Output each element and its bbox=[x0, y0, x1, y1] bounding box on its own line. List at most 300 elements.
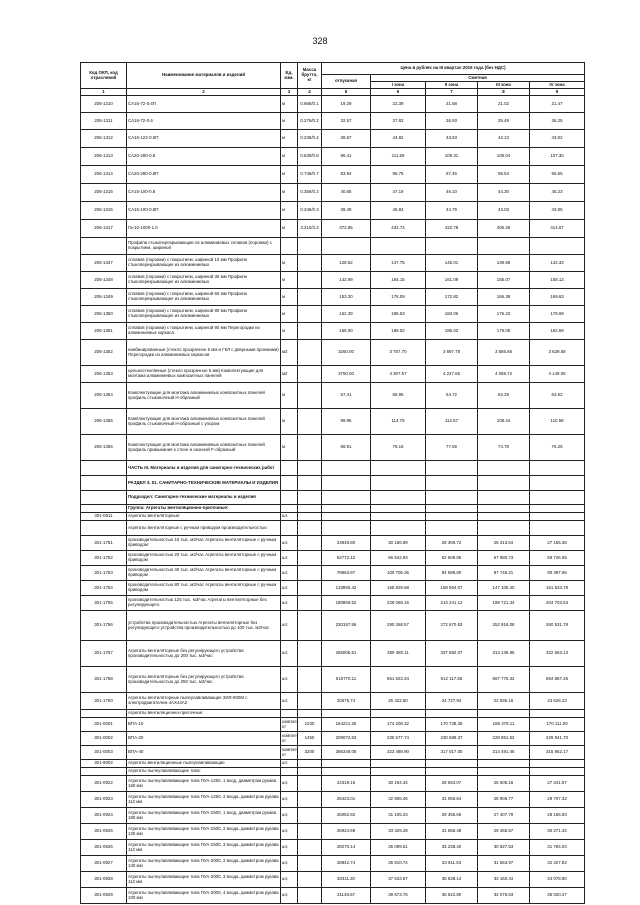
price-release: 52772.12 bbox=[322, 551, 371, 566]
column-index: 1 bbox=[81, 89, 127, 96]
price-zone-4: 158.12 bbox=[530, 272, 585, 289]
price-release: 24319.15 bbox=[322, 776, 371, 792]
table-body bbox=[81, 96, 585, 904]
item-mass bbox=[298, 255, 322, 272]
item-code: 301-1760 bbox=[81, 693, 127, 710]
item-name: цельностеклянные (стекло прозрачное 5 мм) Комплектующие для монтажа алюминиевых композитных панелей bbox=[127, 366, 281, 383]
price-zone-1: 65.95 bbox=[371, 383, 426, 409]
price-zone-4: 32 427.82 bbox=[530, 856, 585, 872]
price-release: 40.65 bbox=[322, 184, 371, 202]
price-zone-2: 31 066.64 bbox=[426, 792, 478, 808]
price-zone-1: 235 577.74 bbox=[371, 732, 426, 746]
item-mass: 0.236/0.2 bbox=[298, 130, 322, 148]
item-name: производительностью 20 тыс. м3/час Агрегаты вентиляторные с ручным приводом bbox=[127, 551, 281, 566]
item-name: сплавов (порожки) с покрытием, шириной 90 мм Перегородки из алюминиевых каркаса bbox=[127, 323, 281, 340]
price-zone-1: 38 673.76 bbox=[371, 888, 426, 904]
price-zone-3: 87 746.21 bbox=[478, 566, 530, 581]
price-zone-2: 36 622.80 bbox=[426, 888, 478, 904]
table-row bbox=[81, 760, 585, 768]
item-code bbox=[81, 238, 127, 255]
item-mass bbox=[298, 856, 322, 872]
column-index: 8 bbox=[478, 89, 530, 96]
price-zone-4: 414.67 bbox=[530, 220, 585, 238]
price-zone-2: 46.10 bbox=[426, 184, 478, 202]
empty-cell bbox=[281, 461, 298, 476]
empty-cell bbox=[298, 505, 322, 513]
price-release: 128.62 bbox=[322, 255, 371, 272]
item-unit: шт. bbox=[281, 551, 298, 566]
empty-cell bbox=[426, 461, 478, 476]
item-code: 206-1312 bbox=[81, 130, 127, 148]
item-name: Агрегаты пылеулавливающие типа ПУА-2000, 3 входа, диаметром рукава 112 мм bbox=[127, 872, 281, 888]
item-name: производительностью 80 тыс. м3/час Агрегаты вентиляторные с ручным приводом bbox=[127, 581, 281, 596]
item-code: 206-1316 bbox=[81, 202, 127, 220]
price-zone-3: 35.49 bbox=[478, 113, 530, 130]
item-code bbox=[81, 710, 127, 718]
empty-cell bbox=[478, 505, 530, 513]
item-name: Комплектующие для монтажа алюминиевых композитных панелей профиль стыковочный Н-образный с упором bbox=[127, 409, 281, 435]
item-unit: м2 bbox=[281, 340, 298, 366]
item-unit: шт. bbox=[281, 808, 298, 824]
item-code: 206-1310 bbox=[81, 96, 127, 113]
item-mass bbox=[298, 551, 322, 566]
price-zone-3: 30 927.53 bbox=[478, 840, 530, 856]
price-zone-1 bbox=[371, 521, 426, 536]
item-name: Агрегаты вентиляционные пылеулавливающие bbox=[127, 760, 281, 768]
item-name: сплавов (порожки) с покрытием, шириной 80 мм Профили стыкоперекрывающие из алюминиевых bbox=[127, 306, 281, 323]
price-zone-2: 186.02 bbox=[426, 323, 478, 340]
item-mass bbox=[298, 641, 322, 667]
item-name: производительностью 10 тыс. м3/час Агрегаты вентиляторные с ручным приводом bbox=[127, 536, 281, 551]
price-zone-4 bbox=[530, 768, 585, 776]
item-unit: м bbox=[281, 202, 298, 220]
price-zone-3 bbox=[478, 513, 530, 521]
price-zone-1: 31 105.23 bbox=[371, 808, 426, 824]
price-zone-1: 359 380.11 bbox=[371, 641, 426, 667]
price-zone-2: 97.45 bbox=[426, 166, 478, 184]
page-number: 328 bbox=[312, 36, 328, 46]
item-mass bbox=[298, 306, 322, 323]
price-zone-3 bbox=[478, 768, 530, 776]
price-zone-3: 567 775.32 bbox=[478, 667, 530, 693]
item-unit: м bbox=[281, 435, 298, 461]
item-code: 301-0928 bbox=[81, 872, 127, 888]
item-unit: м bbox=[281, 113, 298, 130]
price-zone-3: 33 160.44 bbox=[478, 872, 530, 888]
item-mass: 1030 bbox=[298, 718, 322, 732]
table-row bbox=[81, 340, 585, 366]
item-code: 206-1314 bbox=[81, 166, 127, 184]
price-zone-4 bbox=[530, 760, 585, 768]
price-zone-3: 27 407.79 bbox=[478, 808, 530, 824]
price-zone-4: 182.59 bbox=[530, 323, 585, 340]
price-release: 142.99 bbox=[322, 272, 371, 289]
item-name: Агрегаты вентиляторные пылеулавливающие ЗИЛ-900М с электродвигателем 4АХ44А2 bbox=[127, 693, 281, 710]
table-row bbox=[81, 220, 585, 238]
price-zone-4: 21.47 bbox=[530, 96, 585, 113]
price-release bbox=[322, 760, 371, 768]
empty-cell bbox=[426, 505, 478, 513]
price-zone-4 bbox=[530, 238, 585, 255]
price-zone-1: 35 810.74 bbox=[371, 856, 426, 872]
item-code: 301-9002 bbox=[81, 760, 127, 768]
price-release: 19.29 bbox=[322, 96, 371, 113]
price-zone-2: 612 117.55 bbox=[426, 667, 478, 693]
price-zone-2: 28 593.07 bbox=[426, 776, 478, 792]
price-zone-4: 36.25 bbox=[530, 113, 585, 130]
price-release: 3260.00 bbox=[322, 340, 371, 366]
price-zone-4: 35 020.37 bbox=[530, 888, 585, 904]
price-zone-2: 161.09 bbox=[426, 272, 478, 289]
price-zone-1: 44.82 bbox=[371, 130, 426, 148]
item-unit: шт. bbox=[281, 792, 298, 808]
item-code: 301-0923 bbox=[81, 792, 127, 808]
item-mass bbox=[298, 289, 322, 306]
price-zone-1 bbox=[371, 760, 426, 768]
empty-cell bbox=[530, 476, 585, 491]
item-code: 301-0925 bbox=[81, 824, 127, 840]
price-release: 162.39 bbox=[322, 306, 371, 323]
item-code: 206-1348 bbox=[81, 272, 127, 289]
empty-cell bbox=[322, 461, 371, 476]
price-zone-2 bbox=[426, 238, 478, 255]
price-zone-4: 34 078.80 bbox=[530, 872, 585, 888]
item-mass bbox=[298, 760, 322, 768]
price-zone-1: 96.75 bbox=[371, 166, 426, 184]
price-release: 28842.74 bbox=[322, 856, 371, 872]
item-unit: компле кт bbox=[281, 746, 298, 760]
item-code: 301-0001 bbox=[81, 718, 127, 732]
price-zone-2 bbox=[426, 710, 478, 718]
empty-cell bbox=[298, 491, 322, 505]
item-name: Агрегаты пылеулавливающие типа ПУА-1250, 1 вход, диаметром рукава 160 мм bbox=[127, 776, 281, 792]
price-zone-2: 422.78 bbox=[426, 220, 478, 238]
price-zone-3: 42.13 bbox=[478, 130, 530, 148]
price-zone-2: 170 738.35 bbox=[426, 718, 478, 732]
item-mass bbox=[298, 272, 322, 289]
price-zone-2: 31 656.48 bbox=[426, 824, 478, 840]
empty-cell bbox=[478, 461, 530, 476]
price-zone-2: 77.69 bbox=[426, 435, 478, 461]
item-name: СА20-280-0.8 bbox=[127, 148, 281, 166]
item-unit: шт. bbox=[281, 513, 298, 521]
price-zone-4 bbox=[530, 710, 585, 718]
price-zone-3: 74.78 bbox=[478, 435, 530, 461]
table-row bbox=[81, 667, 585, 693]
price-release bbox=[322, 521, 371, 536]
empty-cell bbox=[322, 476, 371, 491]
price-zone-4: 584 867.26 bbox=[530, 667, 585, 693]
price-zone-3: 313 136.95 bbox=[478, 641, 530, 667]
item-name: сплавов (порожки) с покрытием, шириной 30 мм Профили стыкоперекрывающие из алюминиевых bbox=[127, 272, 281, 289]
price-zone-3 bbox=[478, 238, 530, 255]
empty-cell bbox=[298, 461, 322, 476]
price-zone-2: 24 727.94 bbox=[426, 693, 478, 710]
item-name: производительностью 40 тыс. м3/час Агрегаты вентиляторные с ручным приводом bbox=[127, 566, 281, 581]
price-zone-2: 33 238.40 bbox=[426, 840, 478, 856]
table-row bbox=[81, 166, 585, 184]
header-price: Цена в рублях на III квартал 2016 года (без НДС) bbox=[322, 63, 585, 75]
price-zone-4: 142.33 bbox=[530, 255, 585, 272]
price-zone-4: 76.26 bbox=[530, 435, 585, 461]
price-zone-2 bbox=[426, 513, 478, 521]
price-zone-3: 179.06 bbox=[478, 323, 530, 340]
table-row bbox=[81, 202, 585, 220]
item-unit: компле кт bbox=[281, 718, 298, 732]
table-row bbox=[81, 596, 585, 611]
price-zone-1: 111.59 bbox=[371, 148, 426, 166]
price-zone-3: 252 918.08 bbox=[478, 611, 530, 641]
item-code: 301-1751 bbox=[81, 536, 127, 551]
item-mass bbox=[298, 581, 322, 596]
item-unit: м bbox=[281, 96, 298, 113]
table-row bbox=[81, 888, 585, 904]
price-zone-1: 33 429.28 bbox=[371, 824, 426, 840]
item-name: Профили стыкоперекрывающие из алюминиевых сплавов (порожки) с покрытием, шириной bbox=[127, 238, 281, 255]
column-index: 2 bbox=[127, 89, 281, 96]
empty-cell bbox=[478, 476, 530, 491]
item-code: 301-0924 bbox=[81, 808, 127, 824]
price-zone-2: 4 227.65 bbox=[426, 366, 478, 383]
section-row bbox=[81, 476, 585, 491]
item-unit: шт. bbox=[281, 888, 298, 904]
price-zone-1: 3 767.70 bbox=[371, 340, 426, 366]
price-zone-3: 26 605.16 bbox=[478, 776, 530, 792]
table-row bbox=[81, 551, 585, 566]
item-code: 301-1757 bbox=[81, 641, 127, 667]
item-mass bbox=[298, 566, 322, 581]
item-name: СА16-72-0.6 bbox=[127, 113, 281, 130]
price-zone-4: 169.63 bbox=[530, 289, 585, 306]
item-mass bbox=[298, 513, 322, 521]
table-row bbox=[81, 718, 585, 732]
item-unit: шт. bbox=[281, 566, 298, 581]
price-zone-1 bbox=[371, 238, 426, 255]
price-zone-3: 406.26 bbox=[478, 220, 530, 238]
item-unit: шт. bbox=[281, 760, 298, 768]
price-zone-1: 651 623.34 bbox=[371, 667, 426, 693]
item-mass: 0.276/0.2 bbox=[298, 113, 322, 130]
column-index-row bbox=[81, 89, 585, 96]
price-zone-1: 30 186.89 bbox=[371, 536, 426, 551]
price-zone-3: 105.04 bbox=[478, 148, 530, 166]
table-row bbox=[81, 856, 585, 872]
item-unit: м bbox=[281, 409, 298, 435]
price-zone-2: 145.01 bbox=[426, 255, 478, 272]
item-code: 206-1347 bbox=[81, 255, 127, 272]
price-zone-3: 43.03 bbox=[478, 202, 530, 220]
header-zone-4: IV зона bbox=[530, 82, 585, 89]
item-mass: 0.346/0.3 bbox=[298, 202, 322, 220]
table-row bbox=[81, 435, 585, 461]
price-zone-1: 323 489.90 bbox=[371, 746, 426, 760]
item-mass bbox=[298, 768, 322, 776]
price-release: 79863.97 bbox=[322, 566, 371, 581]
price-zone-1: 176.09 bbox=[371, 289, 426, 306]
item-unit: шт. bbox=[281, 667, 298, 693]
price-zone-4: 43.95 bbox=[530, 202, 585, 220]
item-code: 301-1752 bbox=[81, 551, 127, 566]
section-row bbox=[81, 491, 585, 505]
price-zone-2: 214 241.12 bbox=[426, 596, 478, 611]
price-release: 25052.82 bbox=[322, 808, 371, 824]
empty-cell bbox=[426, 491, 478, 505]
price-release: 68.91 bbox=[322, 435, 371, 461]
table-row bbox=[81, 611, 585, 641]
empty-cell bbox=[371, 461, 426, 476]
item-mass: 0.356/0.3 bbox=[298, 184, 322, 202]
item-unit bbox=[281, 521, 298, 536]
item-mass bbox=[298, 536, 322, 551]
item-name: Агрегаты пылеулавливающие типа ПУА-1500, 3 входа, диаметром рукава 112 мм bbox=[127, 840, 281, 856]
item-code bbox=[81, 476, 127, 491]
item-unit: м2 bbox=[281, 366, 298, 383]
item-name: Комплектующие для монтажа алюминиевых композитных панелей профиль примыкания к стене и оконной F-образный bbox=[127, 435, 281, 461]
item-unit bbox=[281, 710, 298, 718]
column-index: 7 bbox=[426, 89, 478, 96]
item-name: ВПА-40 bbox=[127, 746, 281, 760]
price-zone-1 bbox=[371, 768, 426, 776]
price-release: 28270.14 bbox=[322, 840, 371, 856]
item-code: 206-1313 bbox=[81, 148, 127, 166]
item-mass bbox=[298, 409, 322, 435]
item-unit: м bbox=[281, 255, 298, 272]
price-zone-1: 168 829.68 bbox=[371, 581, 426, 596]
price-zone-4: 95.65 bbox=[530, 166, 585, 184]
table-row bbox=[81, 566, 585, 581]
item-name: устройства производительностью Агрегаты вентиляторные без регулирующего устройства производительностью до 100 тыс. м3/час bbox=[127, 611, 281, 641]
item-mass bbox=[298, 238, 322, 255]
price-zone-1: 79.16 bbox=[371, 435, 426, 461]
price-zone-2: 64.72 bbox=[426, 383, 478, 409]
price-zone-4: 229 841.70 bbox=[530, 732, 585, 746]
empty-cell bbox=[478, 491, 530, 505]
price-release: 83.94 bbox=[322, 166, 371, 184]
item-unit: шт. bbox=[281, 776, 298, 792]
column-index: 3 bbox=[281, 89, 298, 96]
item-unit: компле кт bbox=[281, 732, 298, 746]
table-row bbox=[81, 289, 585, 306]
item-name: Агрегаты вентиляторные с ручным приводом производительностью bbox=[127, 521, 281, 536]
column-index: 5 bbox=[322, 89, 371, 96]
price-release: 38.67 bbox=[322, 130, 371, 148]
price-release: 230197.56 bbox=[322, 611, 371, 641]
price-zone-4: 4 149.06 bbox=[530, 366, 585, 383]
item-name: Комплектующие для монтажа алюминиевых композитных панелей профиль стыковочный Н-образный bbox=[127, 383, 281, 409]
price-zone-3: 28 906.77 bbox=[478, 792, 530, 808]
price-release: 209072.63 bbox=[322, 732, 371, 746]
price-zone-1: 228 068.15 bbox=[371, 596, 426, 611]
item-unit: шт. bbox=[281, 536, 298, 551]
price-release: 372.85 bbox=[322, 220, 371, 238]
price-zone-3: 147 105.40 bbox=[478, 581, 530, 596]
price-zone-4: 27 165.36 bbox=[530, 536, 585, 551]
item-unit: м bbox=[281, 184, 298, 202]
table-row bbox=[81, 641, 585, 667]
table-row bbox=[81, 113, 585, 130]
header-zone-3: III зона bbox=[478, 82, 530, 89]
table-row bbox=[81, 746, 585, 760]
empty-cell bbox=[298, 476, 322, 491]
price-zone-1: 35 099.61 bbox=[371, 840, 426, 856]
item-unit: м bbox=[281, 383, 298, 409]
price-zone-3: 166.38 bbox=[478, 289, 530, 306]
header-code: Код ОКП, код отраслевой bbox=[81, 63, 127, 89]
table-row bbox=[81, 130, 585, 148]
item-mass: 3.210/3.2 bbox=[298, 220, 322, 238]
price-release: 285006.51 bbox=[322, 641, 371, 667]
price-zone-4: 107.30 bbox=[530, 148, 585, 166]
price-zone-4: 90 397.96 bbox=[530, 566, 585, 581]
item-name: сплавов (порожки) с покрытием, шириной 10 мм Профили стыкоперекрывающие из алюминиевых bbox=[127, 255, 281, 272]
price-release: 31148.67 bbox=[322, 888, 371, 904]
item-mass bbox=[298, 611, 322, 641]
item-name: Агрегаты вентиляционно-приточные: bbox=[127, 710, 281, 718]
item-code bbox=[81, 768, 127, 776]
table-row bbox=[81, 513, 585, 521]
price-zone-3: 95.54 bbox=[478, 166, 530, 184]
price-zone-1: 100 705.36 bbox=[371, 566, 426, 581]
table-row bbox=[81, 732, 585, 746]
item-mass: 0.746/0.7 bbox=[298, 166, 322, 184]
item-name: СА15-100-0.8П bbox=[127, 202, 281, 220]
price-zone-4: 110.58 bbox=[530, 409, 585, 435]
item-code: 301-0002 bbox=[81, 732, 127, 746]
price-zone-4: 63.52 bbox=[530, 383, 585, 409]
table-row bbox=[81, 693, 585, 710]
price-zone-2 bbox=[426, 521, 478, 536]
price-release: 26423.01 bbox=[322, 792, 371, 808]
price-zone-1: 164.15 bbox=[371, 272, 426, 289]
empty-cell bbox=[530, 461, 585, 476]
item-code: 301-1754 bbox=[81, 581, 127, 596]
price-zone-4: 204 703.53 bbox=[530, 596, 585, 611]
item-unit: м bbox=[281, 306, 298, 323]
empty-cell bbox=[426, 476, 478, 491]
table-row bbox=[81, 521, 585, 536]
item-name: Агрегаты пылеулавливающие типа ПУА-1250, 2 входа, диаметром рукава 112 мм bbox=[127, 792, 281, 808]
item-mass: 0.866/0.1 bbox=[298, 96, 322, 113]
table-row bbox=[81, 148, 585, 166]
table-row bbox=[81, 323, 585, 340]
item-mass bbox=[298, 521, 322, 536]
item-code: 206-1350 bbox=[81, 306, 127, 323]
item-code: 301-0926 bbox=[81, 840, 127, 856]
item-mass: 0.630/0.8 bbox=[298, 148, 322, 166]
item-mass bbox=[298, 693, 322, 710]
price-zone-2: 109.31 bbox=[426, 148, 478, 166]
price-release: 165.00 bbox=[322, 323, 371, 340]
price-table bbox=[80, 62, 585, 904]
item-mass bbox=[298, 776, 322, 792]
price-zone-2: 183.06 bbox=[426, 306, 478, 323]
table-row bbox=[81, 184, 585, 202]
empty-cell bbox=[530, 491, 585, 505]
item-unit: шт. bbox=[281, 693, 298, 710]
item-code: 206-1353 bbox=[81, 366, 127, 383]
item-unit: шт. bbox=[281, 641, 298, 667]
header-zone-2: II зона bbox=[426, 82, 478, 89]
price-zone-4: 29 707.32 bbox=[530, 792, 585, 808]
price-zone-4 bbox=[530, 521, 585, 536]
table-row bbox=[81, 710, 585, 718]
item-code: 301-1758 bbox=[81, 667, 127, 693]
empty-cell bbox=[371, 476, 426, 491]
price-zone-1: 45.84 bbox=[371, 202, 426, 220]
price-zone-1: 114.78 bbox=[371, 409, 426, 435]
item-unit: м bbox=[281, 289, 298, 306]
price-zone-2: 21.68 bbox=[426, 96, 478, 113]
